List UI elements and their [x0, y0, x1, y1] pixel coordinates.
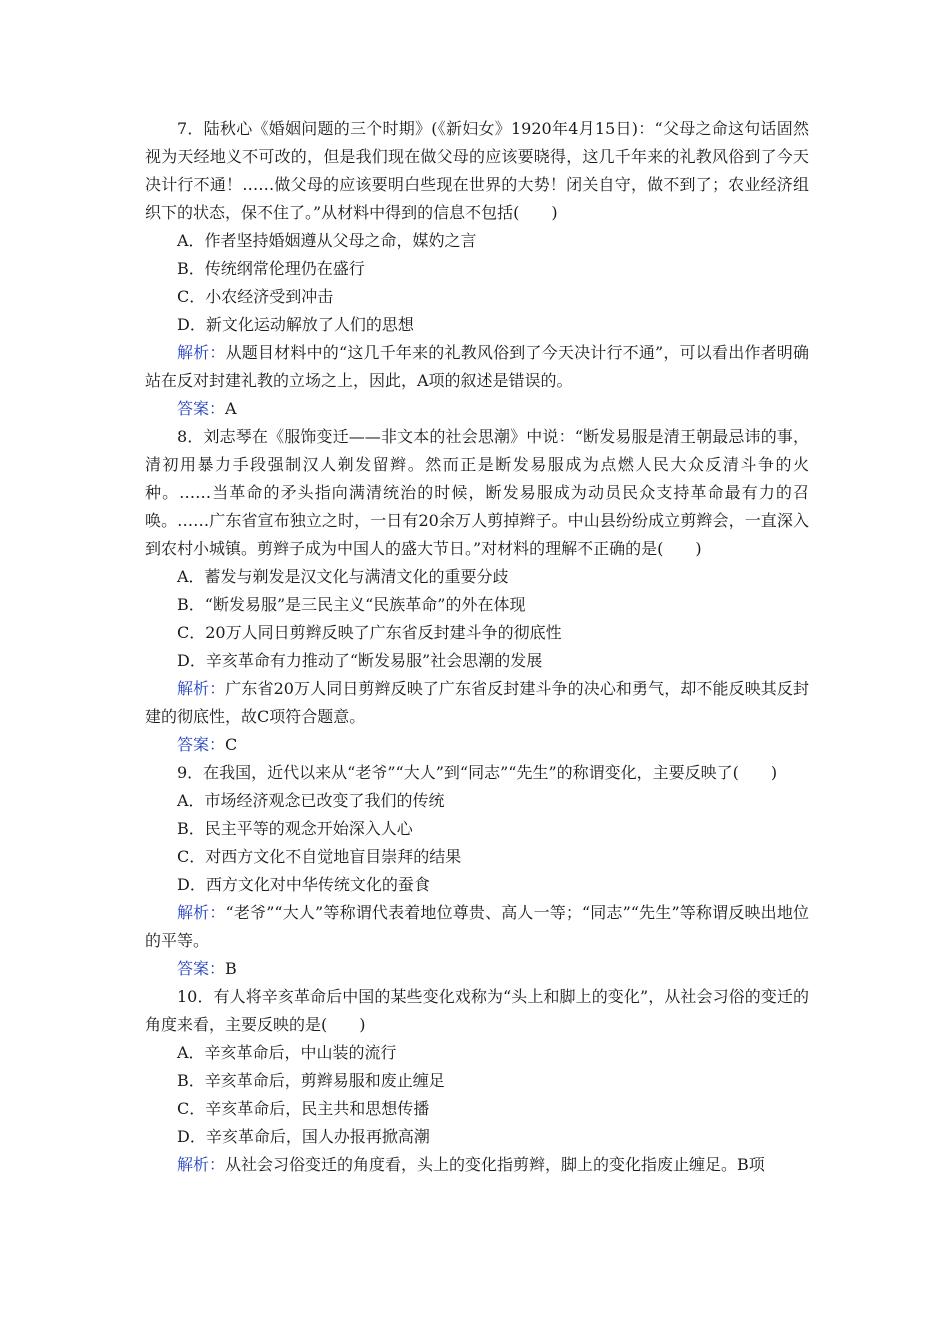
option-d: D．西方文化对中华传统文化的蚕食: [177, 875, 430, 894]
analysis: [145, 675, 809, 731]
option-c: C．20万人同日剪辫反映了广东省反封建斗争的彻底性: [177, 623, 562, 642]
analysis-label: 解析：: [177, 903, 226, 922]
question-10: [145, 983, 809, 1179]
option-d: D．辛亥革命有力推动了“断发易服”社会思潮的发展: [177, 651, 543, 670]
analysis-label: 解析：: [177, 343, 226, 362]
option-d: D．辛亥革命后，国人办报再掀高潮: [177, 1127, 430, 1146]
question-9: [145, 759, 809, 983]
option-d: D．新文化运动解放了人们的思想: [177, 315, 414, 334]
analysis-text: “老爷”“大人”等称谓代表着地位尊贵、高人一等；“同志”“先生”等称谓反映出地位的平等。: [145, 903, 809, 950]
analysis-label: 解析：: [177, 679, 226, 698]
analysis: [145, 339, 809, 395]
question-8: [145, 423, 809, 759]
analysis: [145, 1151, 809, 1179]
option-a: A．作者坚持婚姻遵从父母之命，媒妁之言: [177, 231, 477, 250]
answer-value: A: [225, 399, 237, 418]
answer: [145, 731, 809, 759]
answer-label: 答案：: [177, 959, 226, 978]
document-body: [145, 115, 809, 1179]
analysis-text: 广东省20万人同日剪辫反映了广东省反封建斗争的决心和勇气，却不能反映其反封建的彻底性，故C项符合题意。: [145, 679, 809, 726]
answer-label: 答案：: [177, 399, 226, 418]
option-c: C．对西方文化不自觉地盲目崇拜的结果: [177, 847, 462, 866]
option-b: B．民主平等的观念开始深入人心: [177, 819, 413, 838]
option-a: A．市场经济观念已改变了我们的传统: [177, 791, 445, 810]
analysis: [145, 899, 809, 955]
answer-label: 答案：: [177, 735, 226, 754]
question-stem: 9．在我国，近代以来从“老爷”“大人”到“同志”“先生”的称谓变化，主要反映了( ): [177, 763, 778, 782]
analysis-text: 从题目材料中的“这几千年来的礼教风俗到了今天决计行不通”，可以看出作者明确站在反对封建礼教的立场之上，因此，A项的叙述是错误的。: [145, 343, 809, 390]
option-c: C．辛亥革命后，民主共和思想传播: [177, 1099, 430, 1118]
question-stem: 7．陆秋心《婚姻问题的三个时期》(《新妇女》1920年4月15日)：“父母之命这句话固然视为天经地义不可改的，但是我们现在做父母的应该要晓得，这几千年来的礼教风俗到了今天决计行不通！……做父母的应该要明白些现在世界的大势！闭关自守，做不到了；农业经济组织下的状态，保不住了。”从材料中得到的信息不包括( ): [145, 119, 809, 222]
question-stem: 8．刘志琴在《服饰变迁——非文本的社会思潮》中说：“断发易服是清王朝最忌讳的事，清初用暴力手段强制汉人剃发留辫。然而正是断发易服成为点燃人民大众反清斗争的火种。……当革命的矛头指向满清统治的时候，断发易服成为动员民众支持革命最有力的召唤。……广东省宣布独立之时，一日有20余万人剪掉辫子。中山县纷纷成立剪辫会，一直深入到农村小城镇。剪辫子成为中国人的盛大节日。”对材料的理解不正确的是( ): [145, 427, 809, 558]
analysis-label: 解析：: [177, 1155, 226, 1174]
option-b: B．辛亥革命后，剪辫易服和废止缠足: [177, 1071, 445, 1090]
question-stem: 10．有人将辛亥革命后中国的某些变化戏称为“头上和脚上的变化”，从社会习俗的变迁的角度来看，主要反映的是( ): [145, 987, 809, 1034]
answer-value: C: [225, 735, 238, 754]
answer-value: B: [225, 959, 237, 978]
answer: [145, 955, 809, 983]
option-c: C．小农经济受到冲击: [177, 287, 334, 306]
analysis-text: 从社会习俗变迁的角度看，头上的变化指剪辫，脚上的变化指废止缠足。B项: [225, 1155, 765, 1174]
answer: [145, 395, 809, 423]
option-b: B．传统纲常伦理仍在盛行: [177, 259, 365, 278]
option-b: B．“断发易服”是三民主义“民族革命”的外在体现: [177, 595, 526, 614]
option-a: A．辛亥革命后，中山装的流行: [177, 1043, 397, 1062]
question-7: [145, 115, 809, 423]
option-a: A．蓄发与剃发是汉文化与满清文化的重要分歧: [177, 567, 509, 586]
